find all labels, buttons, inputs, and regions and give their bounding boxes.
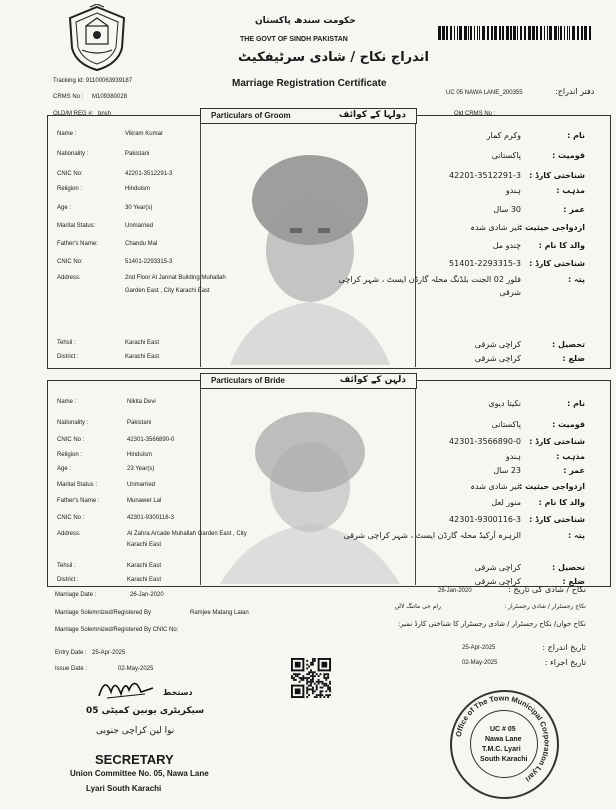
groom-left-field-label: Religion : [57, 186, 83, 192]
groom-right-field-value: پاکستانی [491, 151, 521, 160]
groom-left-field-label: CNIC No: [57, 171, 83, 177]
groom-right-field-label: شناختی کارڈ : [529, 259, 585, 268]
bride-head-ur: دلہن کے کوائف [339, 375, 406, 385]
barcode-graphic [438, 26, 593, 40]
bride-head-en: Particulars of Bride [211, 376, 285, 385]
groom-right-field-value: چندو مل [492, 241, 521, 250]
bride-right-field-label: شناختی کارڈ : [529, 515, 585, 524]
secretary-urdu: سیکریٹری یونین کمیٹی 05 [86, 706, 205, 716]
bride-right-field-value: 42301-3566890-0 [449, 437, 521, 446]
groom-right-field-label: مذہب : [556, 186, 585, 195]
groom-left-field-label: Nationality : [57, 151, 89, 157]
bride-left-field-value: Nikita Devi [127, 399, 156, 405]
groom-left-field-value: 30 Year(s) [125, 205, 153, 211]
office-value: UC 05 NAWA LANE_200355 [446, 90, 523, 96]
marriage-date-label: Marriage Date : [55, 592, 97, 598]
municipal-seal [450, 690, 559, 799]
groom-left-field-label: Name : [57, 131, 77, 137]
solemnized-by-urdu-value: رام جی ماتنگ لالن [394, 603, 441, 610]
crms-label: CRMS No : [53, 94, 84, 100]
bride-photo [210, 392, 410, 584]
bride-left-field-value: 42301-9300116-3 [127, 515, 174, 521]
bride-left-field-value: Karachi East [127, 542, 162, 548]
groom-left-field-value: Karachi East [125, 354, 160, 360]
bride-right-field-label: قومیت : [552, 420, 585, 429]
bride-left-field-label: CNIC No : [57, 515, 85, 521]
groom-right-field-label: قومیت : [552, 151, 585, 160]
groom-left-field-value: 51401-2293315-3 [125, 259, 173, 265]
marriage-date-urdu-value: 26-Jan-2020 [438, 588, 472, 594]
bride-left-field-value: Pakistani [127, 420, 152, 426]
groom-left-field-label: CNIC No: [57, 259, 83, 265]
groom-section-header [200, 108, 417, 124]
bride-left-field-label: District : [57, 577, 79, 583]
bride-left-field-value: Hinduism [127, 452, 153, 458]
groom-left-field-label: Father's Name: [57, 241, 98, 247]
bride-left-field-label: Nationality : [57, 420, 89, 426]
bride-right-field-value: نکیتا دیوی [488, 399, 521, 408]
bride-right-field-value: 23 سال [493, 466, 521, 475]
bride-divider-left [200, 388, 201, 585]
groom-right-field-value: ہندو [505, 186, 521, 195]
stamp-secretary: SECRETARY [95, 752, 174, 767]
groom-left-field-value: 42201-3512291-3 [125, 171, 173, 177]
area-urdu: نوا لین کراچی جنوبی [96, 726, 175, 736]
bride-right-field-value: کراچی شرقی [474, 577, 521, 586]
bride-left-field-label: Father's Name : [57, 498, 100, 504]
groom-left-field-value: Unmarried [125, 223, 154, 229]
groom-right-field-label: تحصیل : [551, 340, 585, 349]
groom-left-field-label: Marital Status: [57, 223, 96, 229]
bride-right-field-value: 42301-9300116-3 [449, 515, 521, 524]
sindh-govt-emblem [62, 4, 132, 72]
groom-left-field-value: Chandu Mal [125, 241, 158, 247]
groom-divider-right [415, 123, 416, 367]
solemnized-by-urdu-label: نکاح رجسٹرار / شادی رجسٹرار : [504, 603, 586, 610]
groom-right-field-label: والد کا نام : [538, 241, 585, 250]
groom-right-field-value: کراچی شرقی [474, 354, 521, 363]
cert-title-en: Marriage Registration Certificate [232, 78, 387, 89]
bride-left-field-value: 23 Year(s) [127, 466, 155, 472]
marriage-date-urdu-label: نکاح / شادی کی تاریخ : [508, 585, 586, 594]
bride-left-field-value: Al Zahra Arcade Muhallah Garden East , City [127, 531, 247, 537]
solemnized-by-label: Marriage Solemnized/Registered By [55, 610, 152, 616]
groom-right-field-value: کراچی شرقی [474, 340, 521, 349]
bride-left-field-label: CNIC No : [57, 437, 85, 443]
groom-right-field-label: ضلع : [562, 354, 585, 363]
tracking-id: Tracking Id: 91100063939187 [53, 78, 133, 84]
cert-title-urdu: اندراج نکاح / شادی سرٹیفکیٹ [238, 50, 429, 65]
groom-right-field-label: ازدواجی حیثیت : [519, 223, 585, 232]
bride-left-field-label: Marital Status : [57, 482, 98, 488]
bride-left-field-value: Unmarried [127, 482, 156, 488]
issue-date-value: 02-May-2025 [118, 666, 154, 672]
bride-left-field-value: Karachi East [127, 577, 162, 583]
bride-right-field-label: والد کا نام : [538, 498, 585, 507]
groom-left-field-value: Hinduism [125, 186, 151, 192]
seal-line-2: Nawa Lane [485, 736, 522, 743]
entry-date-urdu-label: تاریخ اندراج : [542, 643, 586, 652]
seal-line-4: South Karachi [480, 756, 528, 763]
groom-right-field-label: نام : [567, 131, 585, 140]
qr-code [291, 658, 331, 698]
groom-right-field-value: شرقی [499, 288, 521, 297]
bride-left-field-label: Address: [57, 531, 81, 537]
groom-right-field-value: 42201-3512291-3 [449, 171, 521, 180]
solemnized-cnic-urdu-label: نکاح خواں/ نکاح رجسٹرار / شادی رجسٹرار کا شناختی کارڈ نمبر: [397, 620, 586, 628]
seal-line-1: UC # 05 [490, 726, 516, 733]
issue-date-urdu-label: تاریخ اجراء : [544, 658, 586, 667]
bride-right-field-label: مذہب : [556, 452, 585, 461]
bride-right-field-value: پاکستانی [491, 420, 521, 429]
bride-left-field-value: 42301-3566890-0 [127, 437, 175, 443]
govt-title-en: THE GOVT OF SINDH PAKISTAN [240, 36, 348, 43]
groom-left-field-value: Pakistani [125, 151, 150, 157]
groom-photo [210, 130, 410, 365]
old-reg-label: OLD/M REG #: [53, 111, 94, 117]
issue-date-label: Issue Date : [55, 666, 88, 672]
stamp-lyari-south: Lyari South Karachi [86, 784, 162, 793]
bride-right-field-label: شناختی کارڈ : [529, 437, 585, 446]
groom-left-field-label: District : [57, 354, 79, 360]
groom-right-field-value: 30 سال [493, 205, 521, 214]
bride-right-field-label: پتہ : [568, 531, 585, 540]
govt-title-urdu: حکومت سندھ پاکستان [255, 16, 356, 26]
bride-right-field-value: غیر شادی شدہ [470, 482, 521, 491]
entry-date-value: 25-Apr-2025 [92, 650, 126, 656]
bride-section-header [200, 373, 417, 389]
solemnized-cnic-label: Marriage Solemnized/Registered By CNIC No: [55, 627, 179, 633]
groom-right-field-value: غیر شادی شدہ [470, 223, 521, 232]
seal-ring-text: Office of The Town Municipal Corporation Lyari [453, 693, 552, 784]
groom-left-field-value: Karachi East [125, 340, 160, 346]
seal-line-3: T.M.C. Lyari [482, 746, 521, 753]
crms-value: M109380028 [92, 94, 128, 100]
bride-right-field-label: عمر : [563, 466, 585, 475]
signed-urdu: دستخط [163, 688, 193, 697]
groom-right-field-value: وکرم کمار [486, 131, 521, 140]
old-crms-label: Old CRMS No : [454, 111, 496, 117]
bride-right-field-label: ازدواجی حیثیت : [519, 482, 585, 491]
groom-left-field-label: Age : [57, 205, 72, 211]
solemnized-by-value: Ramjee Matang Lalan [190, 610, 249, 616]
handwritten-signature [95, 672, 157, 702]
marriage-date-value: 26-Jan-2020 [130, 592, 164, 598]
bride-left-field-value: Karachi East [127, 563, 162, 569]
bride-right-field-value: الزہرہ آرکیڈ محلہ گارڈن ایسٹ ، شہر کراچی شرقی [343, 531, 521, 540]
bride-left-field-value: Munawer Lal [127, 498, 162, 504]
bride-left-field-label: Age : [57, 466, 72, 472]
groom-right-field-value: 51401-2293315-3 [449, 259, 521, 268]
bride-right-field-value: ہندو [505, 452, 521, 461]
bride-divider-right [415, 388, 416, 585]
bride-left-field-label: Religion : [57, 452, 83, 458]
groom-left-field-value: Vikram Kumar [125, 131, 163, 137]
groom-divider-left [200, 123, 201, 367]
groom-head-ur: دولہا کے کوائف [338, 110, 406, 120]
groom-head-en: Particulars of Groom [211, 111, 291, 120]
groom-right-field-label: پتہ : [568, 275, 585, 284]
bride-right-field-value: کراچی شرقی [474, 563, 521, 572]
groom-left-field-value: Garden East , City Karachi East [125, 288, 210, 294]
bride-right-field-label: تحصیل : [551, 563, 585, 572]
bride-right-field-label: نام : [567, 399, 585, 408]
bride-right-field-value: منور لعل [491, 498, 521, 507]
groom-right-field-value: فلور 02 الجنت بلڈنگ محلہ گارڈن ایسٹ ، شہر کراچی [338, 275, 521, 284]
groom-right-field-label: عمر : [563, 205, 585, 214]
groom-left-field-label: Address: [57, 275, 81, 281]
groom-left-field-value: 2nd Floor Al Jannat Building Muhallah [125, 275, 226, 281]
bride-left-field-label: Name : [57, 399, 77, 405]
groom-right-field-label: شناختی کارڈ : [529, 171, 585, 180]
old-reg-value: bnsh [98, 111, 112, 117]
entry-date-urdu-value: 25-Apr-2025 [462, 645, 496, 651]
issue-date-urdu-value: 02-May-2025 [462, 660, 498, 666]
entry-date-label: Entry Date : [55, 650, 87, 656]
groom-left-field-label: Tehsil : [57, 340, 76, 346]
bride-right-field-label: ضلع : [562, 577, 585, 586]
seal-inner-ring [470, 710, 538, 778]
office-label-urdu: دفتر اندراج: [555, 87, 595, 96]
stamp-union-committee: Union Committee No. 05, Nawa Lane [70, 769, 209, 778]
bride-left-field-label: Tehsil : [57, 563, 76, 569]
